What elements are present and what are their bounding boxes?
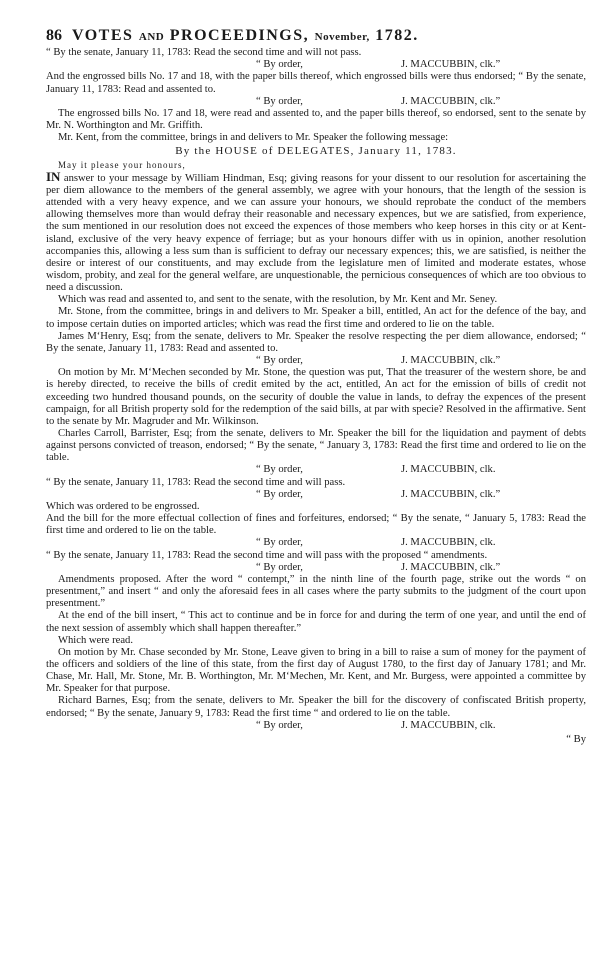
signature-clerk: J. MACCUBBIN, clk. xyxy=(401,537,496,549)
paragraph: “ By the senate, January 11, 1783: Read the second time and will not pass. xyxy=(46,47,362,59)
paragraph: The engrossed bills No. 17 and 18, were read and assented to, and the paper bills thereof, so endorsed, sent to the senate by Mr. N. Worthington and Mr. Griffith. xyxy=(46,107,586,132)
title-proceedings: PROCEEDINGS, xyxy=(169,27,310,44)
signature-line xyxy=(46,720,586,732)
paragraph: Charles Carroll, Barrister, Esq; from the senate, delivers to Mr. Speaker the bill for the liquidation and payment of debts against persons convicted of treason, endorsed; “ By the senate, “ January 3, 1783: Read the first time and ordered to lie on the table. xyxy=(46,428,586,464)
catchword-row xyxy=(46,734,586,746)
paragraph: And the bill for the more effectual collection of fines and forfeitures, endorsed; “ By the senate, “ January 5, 1783: Read the first time and ordered to lie on the table. xyxy=(46,513,586,537)
signature-line xyxy=(46,489,586,501)
signature-order: “ By order, xyxy=(256,537,303,549)
signature-order: “ By order, xyxy=(256,488,303,500)
signature-order: “ By order, xyxy=(256,561,303,573)
paragraph: Which was ordered to be engrossed. xyxy=(46,500,200,512)
title-and: AND xyxy=(138,31,165,43)
signature-clerk: J. MACCUBBIN, clk.” xyxy=(401,488,501,500)
signature-order: “ By order, xyxy=(256,719,303,731)
message-heading: By the HOUSE of DELEGATES, January 11, 1783. xyxy=(175,145,457,158)
signature-order: “ By order, xyxy=(256,355,303,367)
paragraph: Amendments proposed. After the word “ contempt,” in the ninth line of the fourth page, strike out the words “ on presentment,” and insert “ and only the aforesaid fees in all cases where the party submits to the judgment of the court upon presentment.” xyxy=(46,573,586,610)
signature-line xyxy=(46,355,586,367)
signature-order: “ By order, xyxy=(256,464,303,476)
signature-clerk: J. MACCUBBIN, clk. xyxy=(401,464,496,476)
signature-clerk: J. MACCUBBIN, clk.” xyxy=(401,561,501,573)
paragraph: Mr. Stone, from the committee, brings in and delivers to Mr. Speaker a bill, entitled, An act for the defence of the bay, and to impose certain duties on imported articles; which was read the first time and ordered to lie on the table. xyxy=(46,306,586,330)
paragraph: James M‘Henry, Esq; from the senate, delivers to Mr. Speaker the resolve respecting the per diem allowance, endorsed; “ By the senate, January 11, 1783: Read and assented to. xyxy=(46,330,586,354)
title-month: November, xyxy=(314,31,370,43)
paragraph: Which was read and assented to, and sent to the senate, with the resolution, by Mr. Kent and Mr. Seney. xyxy=(58,294,498,306)
signature-line xyxy=(46,59,586,71)
drop-cap: IN xyxy=(46,168,61,184)
running-title xyxy=(72,27,419,44)
paragraph: “ By the senate, January 11, 1783: Read the second time and will pass. xyxy=(46,476,346,488)
title-year: 1782. xyxy=(375,27,419,44)
message-body xyxy=(46,168,586,295)
paragraph: Mr. Kent, from the committee, brings in and delivers to Mr. Speaker the following message: xyxy=(58,132,449,144)
signature-order: “ By order, xyxy=(256,95,303,107)
paragraph: At the end of the bill insert, “ This act to continue and be in force for and during the term of one year, and until the end of the next session of assembly which shall happen thereafter.” xyxy=(46,610,586,634)
page-number: 86 xyxy=(46,27,62,44)
signature-order: “ By order, xyxy=(256,59,303,71)
signature-line xyxy=(46,96,586,108)
paragraph: “ By the senate, January 11, 1783: Read the second time and will pass with the proposed “ amendments. xyxy=(46,549,488,561)
paragraph: Richard Barnes, Esq; from the senate, delivers to Mr. Speaker the bill for the discovery of confiscated British property, endorsed; “ By the senate, January 9, 1783: Read the first time “ and ordered to lie on the table. xyxy=(46,695,586,719)
title-votes: VOTES xyxy=(72,27,134,44)
salutation: May it please your honours, xyxy=(58,159,186,170)
signature-clerk: J. MACCUBBIN, clk. xyxy=(401,719,496,731)
signature-line xyxy=(46,464,586,476)
signature-line xyxy=(46,537,586,549)
signature-clerk: J. MACCUBBIN, clk.” xyxy=(401,355,501,367)
signature-clerk: J. MACCUBBIN, clk.” xyxy=(401,95,501,107)
running-head xyxy=(46,27,586,44)
signature-line xyxy=(46,562,586,574)
paragraph: Which were read. xyxy=(58,634,133,646)
paragraph: On motion by Mr. Chase seconded by Mr. Stone, Leave given to bring in a bill to raise a sum of money for the payment of the officers and soldiers of the line of this state, from the first day of August 1780, to the first day of January 1781; and Mr. Chase, Mr. Hall, Mr. Stone, Mr. B. Worthington, Mr. M‘Mechen, Mr. Kent, and Mr. Burgess, were appointed a committee by Mr. Speaker for that purpose. xyxy=(46,646,586,695)
catchword: “ By xyxy=(566,733,586,745)
signature-clerk: J. MACCUBBIN, clk.” xyxy=(401,59,501,71)
paragraph: And the engrossed bills No. 17 and 18, with the paper bills thereof, which engrossed bills were thus endorsed; “ By the senate, January 11, 1783: Read and assented to. xyxy=(46,71,586,95)
paragraph: On motion by Mr. M‘Mechen seconded by Mr. Stone, the question was put, That the treasurer of the western shore, be and is hereby directed, to receive the bills of credit emited by the act, entitled, An act for the emission of bills of credit not exceeding two hundred thousand pounds, on the security of double the value in lands, to defray the expences of the present campaign, for all British property sold for the redemption of the said bills, at par with specie? Resolved in the affirmative. Sent to the senate by Mr. Magruder and Mr. Wilkinson. xyxy=(46,367,586,427)
message-text: answer to your message by William Hindman, Esq; giving reasons for your dissent to our resolution for ascertaining the per diem allowance to the members of the general assembly, we agree with your honours, that the length of the session is attended with a very heavy expence, and we can assure your honours, we should reprobate the conduct of the members allowing themselves more than would defray their reasonable and necessary expences, but we are satisfied, from experience, the sum mentioned in our resolution does not exceed the expences of those members who keep horses in this city or at Kent-island, exclusive of the very heavy expence of ferriage; but as your honours differ with us in opinion, another resolution accompanies this, allowing a less sum than is sufficient to defray our necessary expences; this, we are satisfied, is neither the desire or interest of our constituents, and may exclude from the legislature men of limited and moderate estates, whose wisdom, probity, and zeal for the general welfare, are unquestionable, the pernicious consequences of which are too obvious to need a discussion. xyxy=(46,172,586,294)
